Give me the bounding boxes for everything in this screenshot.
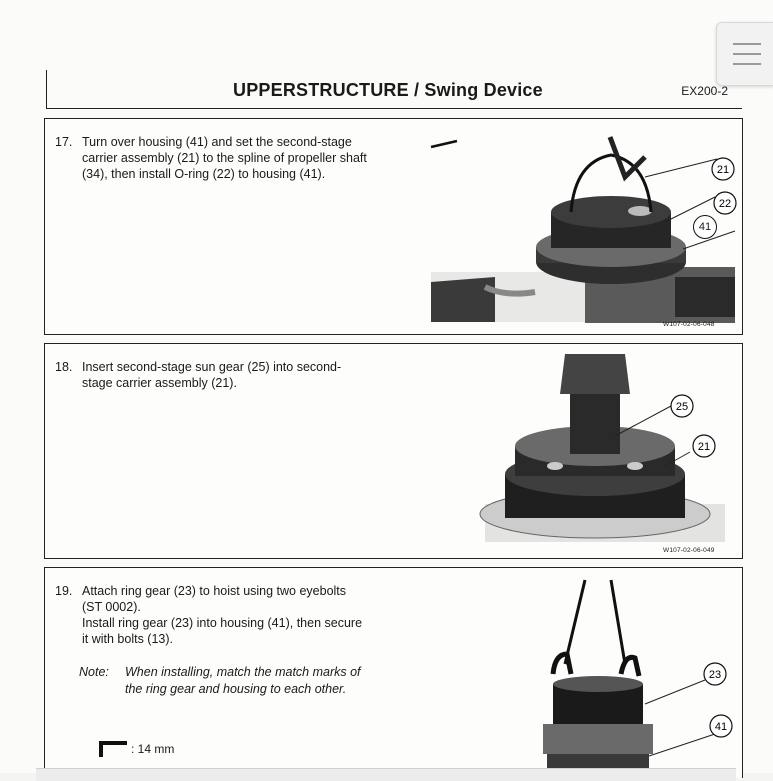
step-18-text: 18. Insert second-stage sun gear (25) into second- stage carrier assembly (21). <box>55 360 342 390</box>
step-18-photo <box>435 354 735 544</box>
callout-21: 21 <box>716 164 730 176</box>
page-header <box>46 70 742 109</box>
figure-id: W107-02-06-048 <box>663 321 715 328</box>
callout-25: 25 <box>675 401 689 413</box>
step-17-panel <box>44 118 743 335</box>
step-17-photo <box>425 127 737 325</box>
step-19-note: Note: When installing, match the match marks of the ring gear and housing to each other. <box>79 665 361 696</box>
figure-id: W107-02-06-049 <box>663 547 715 554</box>
step-17-text: 17. Turn over housing (41) and set the second-stage carrier assembly (21) to the spline of propeller shaft (34), then install O-ring (22) to housing (41). <box>55 135 367 181</box>
step-19-photo <box>525 574 735 776</box>
wrench-size: : 14 mm <box>99 741 174 757</box>
callout-22: 22 <box>718 198 732 210</box>
callout-23: 23 <box>708 669 722 681</box>
callout-41: 41 <box>693 215 717 239</box>
callout-41: 41 <box>714 721 728 733</box>
page-title: UPPERSTRUCTURE / Swing Device <box>233 80 543 100</box>
wrench-icon <box>99 741 127 757</box>
model-code: EX200-2 <box>681 84 728 98</box>
step-18-panel <box>44 343 743 559</box>
step-19-text: 19. Attach ring gear (23) to hoist using two eyebolts (ST 0002). Install ring gear (23) into housing (41), then secure it with bolts (13). <box>55 584 363 646</box>
bottom-toolbar[interactable] <box>36 768 736 781</box>
step-19-panel <box>44 567 743 778</box>
callout-21: 21 <box>697 441 711 453</box>
